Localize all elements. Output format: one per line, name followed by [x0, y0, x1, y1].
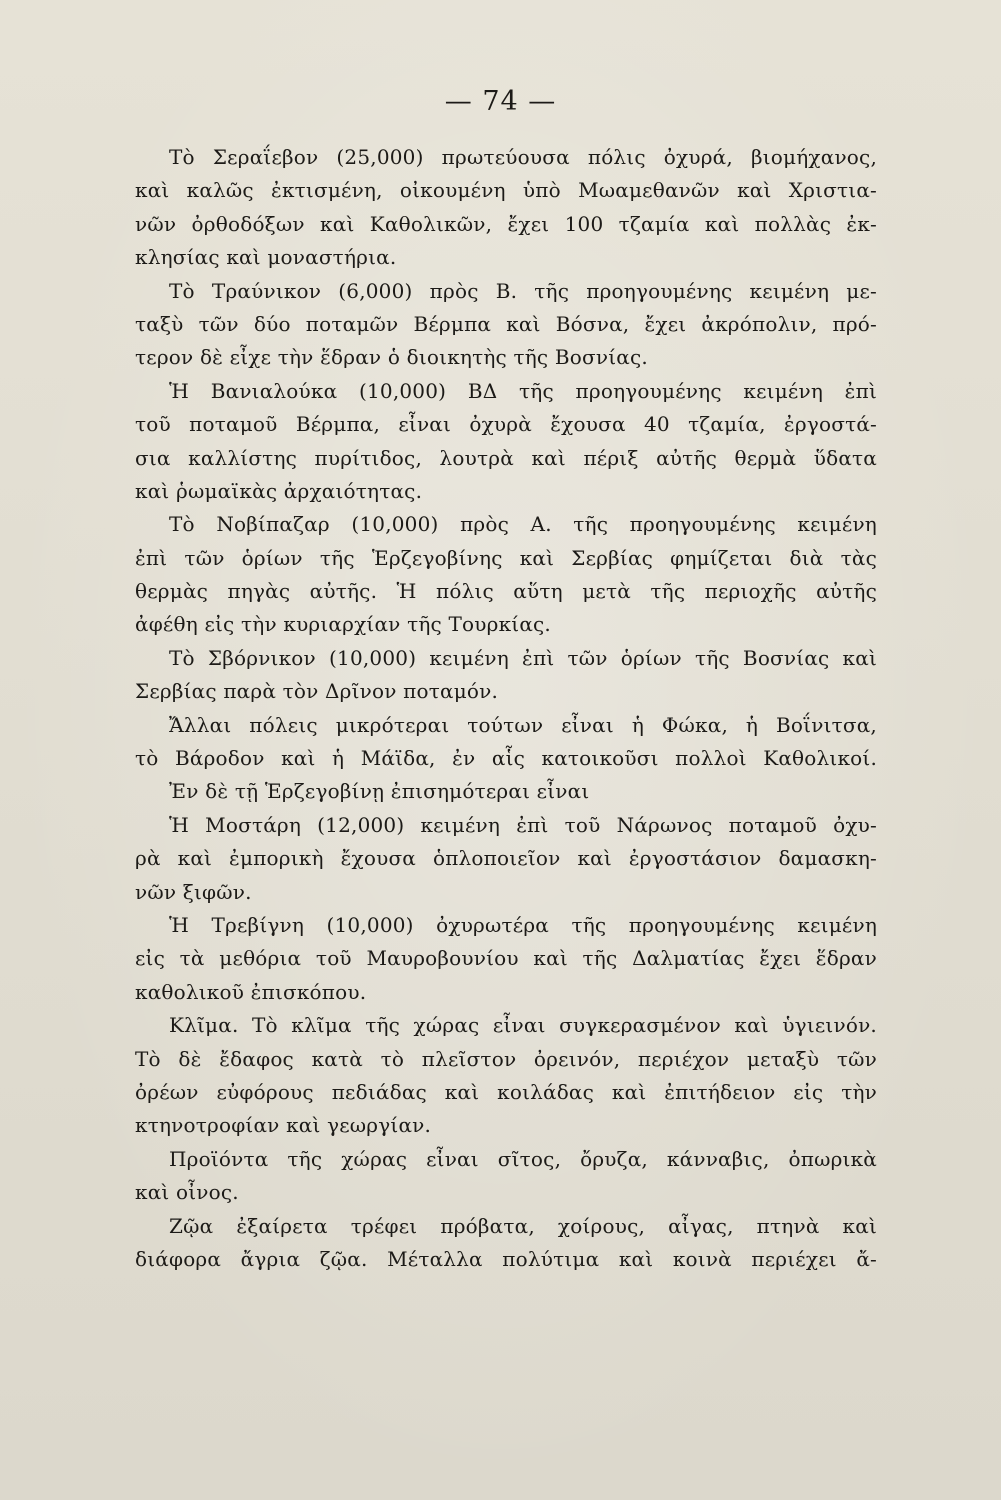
text-line: κτηνοτροφίαν καὶ γεωργίαν. — [135, 1113, 432, 1138]
text-line: ρὰ καὶ ἐμπορικὴ ἔχουσα ὁπλοποιεῖον καὶ ἐργοστάσιον δαμασκη- — [135, 846, 877, 871]
text-line: σια καλλίστης πυρίτιδος, λουτρὰ καὶ πέριξ αὐτῆς θερμὰ ὕδατα — [135, 445, 877, 470]
text-line: νῶν ὀρθοδόξων καὶ Καθολικῶν, ἔχει 100 τζαμία καὶ πολλὰς ἐκ- — [135, 211, 877, 236]
text-line: Ἐν δὲ τῇ Ἑρζεγοβίνῃ ἐπισημότεραι εἶναι — [169, 779, 590, 804]
text-line: ἀφέθη εἰς τὴν κυριαρχίαν τῆς Τουρκίας. — [135, 612, 551, 637]
text-line: Τὸ Τραύνικον (6,000) πρὸς Β. τῆς προηγουμένης κειμένη με- — [169, 278, 877, 303]
text-line: Τὸ Νοβίπαζαρ (10,000) πρὸς Α. τῆς προηγουμένης κειμένη — [169, 512, 877, 537]
text-line: θερμὰς πηγὰς αὐτῆς. Ἡ πόλις αὕτη μετὰ τῆς περιοχῆς αὐτῆς — [135, 579, 877, 604]
text-line: καθολικοῦ ἐπισκόπου. — [135, 979, 367, 1004]
text-line: καὶ οἶνος. — [135, 1180, 239, 1205]
text-line: Τὸ Σβόρνικον (10,000) κειμένη ἐπὶ τῶν ὁρίων τῆς Βοσνίας καὶ — [169, 645, 877, 670]
text-line: Τὸ δὲ ἔδαφος κατὰ τὸ πλεῖστον ὀρεινόν, περιέχον μεταξὺ τῶν — [135, 1046, 877, 1071]
text-line: τερον δὲ εἶχε τὴν ἕδραν ὁ διοικητὴς τῆς Βοσνίας. — [135, 345, 648, 370]
text-line: διάφορα ἄγρια ζῷα. Μέταλλα πολύτιμα καὶ κοινὰ περιέχει ἄ- — [135, 1246, 877, 1271]
text-line: τοῦ ποταμοῦ Βέρμπα, εἶναι ὀχυρὰ ἔχουσα 40 τζαμία, ἐργοστά- — [135, 412, 877, 437]
text-line: Σερβίας παρὰ τὸν Δρῖνον ποταμόν. — [135, 679, 499, 704]
text-line: Ζῷα ἐξαίρετα τρέφει πρόβατα, χοίρους, αἶγας, πτηνὰ καὶ — [169, 1213, 877, 1238]
text-line: εἰς τὰ μεθόρια τοῦ Μαυροβουνίου καὶ τῆς Δαλματίας ἔχει ἕδραν — [135, 946, 877, 971]
body-text — [135, 141, 877, 1276]
text-line: καὶ καλῶς ἐκτισμένη, οἰκουμένη ὑπὸ Μωαμεθανῶν καὶ Χριστια- — [135, 178, 877, 203]
text-line: ἐπὶ τῶν ὁρίων τῆς Ἑρζεγοβίνης καὶ Σερβίας φημίζεται διὰ τὰς — [135, 545, 877, 570]
page-number: — 74 — — [444, 86, 557, 117]
text-line: Ἡ Τρεβίγνη (10,000) ὀχυρωτέρα τῆς προηγουμένης κειμένη — [169, 912, 877, 937]
text-line: Τὸ Σεραΐεβον (25,000) πρωτεύουσα πόλις ὀχυρά, βιομήχανος, — [169, 145, 877, 169]
text-line: ὀρέων εὐφόρους πεδιάδας καὶ κοιλάδας καὶ ἐπιτήδειον εἰς τὴν — [135, 1079, 877, 1104]
text-line: τὸ Βάροδον καὶ ἡ Μάϊδα, ἐν αἷς κατοικοῦσι πολλοὶ Καθολικοί. — [135, 746, 877, 771]
text-line: καὶ ῥωμαϊκὰς ἀρχαιότητας. — [135, 478, 423, 503]
text-line: Κλῖμα. Τὸ κλῖμα τῆς χώρας εἶναι συγκερασμένον καὶ ὑγιεινόν. — [169, 1013, 877, 1038]
text-line: Ἡ Μοστάρη (12,000) κειμένη ἐπὶ τοῦ Νάρωνος ποταμοῦ ὀχυ- — [169, 812, 877, 837]
text-line: Ἡ Βανιαλούκα (10,000) ΒΔ τῆς προηγουμένης κειμένη ἐπὶ — [169, 378, 877, 403]
text-line: κλησίας καὶ μοναστήρια. — [135, 245, 397, 270]
text-line: νῶν ξιφῶν. — [135, 879, 252, 904]
text-line: Ἄλλαι πόλεις μικρότεραι τούτων εἶναι ἡ Φώκα, ἡ Βοΐνιτσα, — [169, 712, 877, 737]
text-line: Προϊόντα τῆς χώρας εἶναι σῖτος, ὄρυζα, κάνναβις, ὀπωρικὰ — [169, 1146, 877, 1171]
text-line: ταξὺ τῶν δύο ποταμῶν Βέρμπα καὶ Βόσνα, ἔχει ἀκρόπολιν, πρό- — [135, 311, 877, 336]
